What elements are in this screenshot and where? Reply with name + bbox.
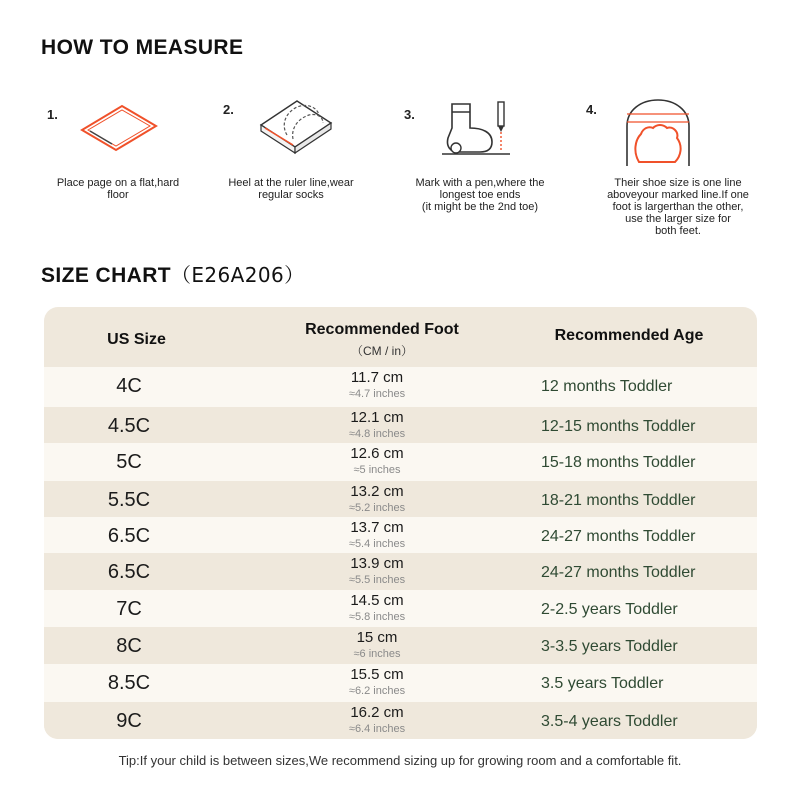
table-row (44, 481, 757, 517)
cell-us-size: 7C (116, 598, 142, 620)
table-row (44, 407, 757, 443)
cell-recommended-age: 3.5-4 years Toddler (541, 713, 678, 730)
cell-foot-inches: ≈6.4 inches (348, 723, 406, 735)
cell-foot-inches: ≈5.8 inches (348, 611, 406, 623)
table-row (44, 664, 757, 702)
step-2-number: 2. (223, 102, 234, 117)
cell-foot-inches: ≈5.5 inches (348, 574, 406, 586)
table-row (44, 702, 757, 739)
step-1-number: 1. (47, 107, 58, 122)
cell-us-size: 8.5C (107, 672, 151, 694)
cell-us-size: 9C (116, 710, 142, 732)
table-row (44, 367, 757, 407)
cell-foot-cm: 13.7 cm (350, 519, 404, 536)
foot-outline-icon (623, 96, 693, 168)
header-us-size: US Size (107, 331, 166, 348)
cell-foot-inches: ≈5.4 inches (348, 538, 406, 550)
header-recommended-age: Recommended Age (554, 327, 704, 344)
cell-foot-inches: ≈4.7 inches (348, 388, 406, 400)
sizing-tip: Tip:If your child is between sizes,We recommend sizing up for growing room and a comfortable fit. (118, 753, 682, 768)
cell-us-size: 6.5C (107, 561, 151, 583)
step-2-caption: Heel at the ruler line,wear regular socks (228, 177, 354, 201)
step-4-caption: Their shoe size is one line aboveyour marked line.If one foot is largerthan the other, use the larger size for both feet. (607, 177, 749, 237)
step-1-caption: Place page on a flat,hard floor (56, 177, 180, 201)
how-to-measure-title: HOW TO MEASURE (41, 36, 244, 59)
cell-foot-cm: 11.7 cm (350, 369, 404, 386)
cell-foot-inches: ≈6 inches (353, 648, 401, 660)
cell-foot-inches: ≈4.8 inches (348, 428, 406, 440)
size-chart-title-text: SIZE CHART (41, 264, 171, 287)
step-4-number: 4. (586, 102, 597, 117)
header-recommended-foot: Recommended Foot (305, 321, 459, 338)
cell-foot-cm: 13.2 cm (350, 483, 404, 500)
cell-us-size: 8C (116, 635, 142, 657)
table-header (44, 307, 757, 367)
sock-and-pen-icon (440, 98, 512, 158)
cell-recommended-age: 24-27 months Toddler (541, 528, 696, 545)
cell-recommended-age: 18-21 months Toddler (541, 492, 696, 509)
table-row (44, 553, 757, 590)
cell-foot-cm: 12.1 cm (350, 409, 404, 426)
table-row (44, 443, 757, 481)
table-row (44, 517, 757, 553)
step-3-number: 3. (404, 107, 415, 122)
cell-recommended-age: 24-27 months Toddler (541, 564, 696, 581)
cell-foot-cm: 16.2 cm (350, 704, 404, 721)
cell-us-size: 5C (116, 451, 142, 473)
cell-us-size: 4.5C (107, 415, 151, 437)
size-chart-title (41, 259, 305, 288)
heel-at-ruler-icon (257, 95, 335, 163)
cell-foot-cm: 12.6 cm (350, 445, 404, 462)
cell-recommended-age: 3.5 years Toddler (541, 675, 664, 692)
cell-foot-cm: 13.9 cm (350, 555, 404, 572)
header-foot-unit: （CM / in） (350, 344, 413, 358)
cell-foot-cm: 14.5 cm (350, 592, 404, 609)
table-row (44, 627, 757, 664)
table-row (44, 590, 757, 627)
cell-foot-cm: 15.5 cm (350, 666, 404, 683)
cell-us-size: 4C (116, 375, 142, 397)
cell-foot-cm: 15 cm (356, 629, 398, 646)
cell-recommended-age: 12 months Toddler (541, 378, 673, 395)
cell-us-size: 5.5C (107, 489, 151, 511)
size-chart-table (44, 307, 757, 739)
step-3-caption: Mark with a pen,where the longest toe ends (it might be the 2nd toe) (415, 177, 545, 213)
cell-foot-inches: ≈5 inches (353, 464, 401, 476)
cell-recommended-age: 2-2.5 years Toddler (541, 601, 678, 618)
cell-recommended-age: 12-15 months Toddler (541, 418, 696, 435)
paper-on-floor-icon (78, 100, 160, 156)
cell-recommended-age: 3-3.5 years Toddler (541, 638, 678, 655)
cell-us-size: 6.5C (107, 525, 151, 547)
cell-recommended-age: 15-18 months Toddler (541, 454, 696, 471)
cell-foot-inches: ≈6.2 inches (348, 685, 406, 697)
model-code: （E26A206） (171, 263, 305, 287)
cell-foot-inches: ≈5.2 inches (348, 502, 406, 514)
